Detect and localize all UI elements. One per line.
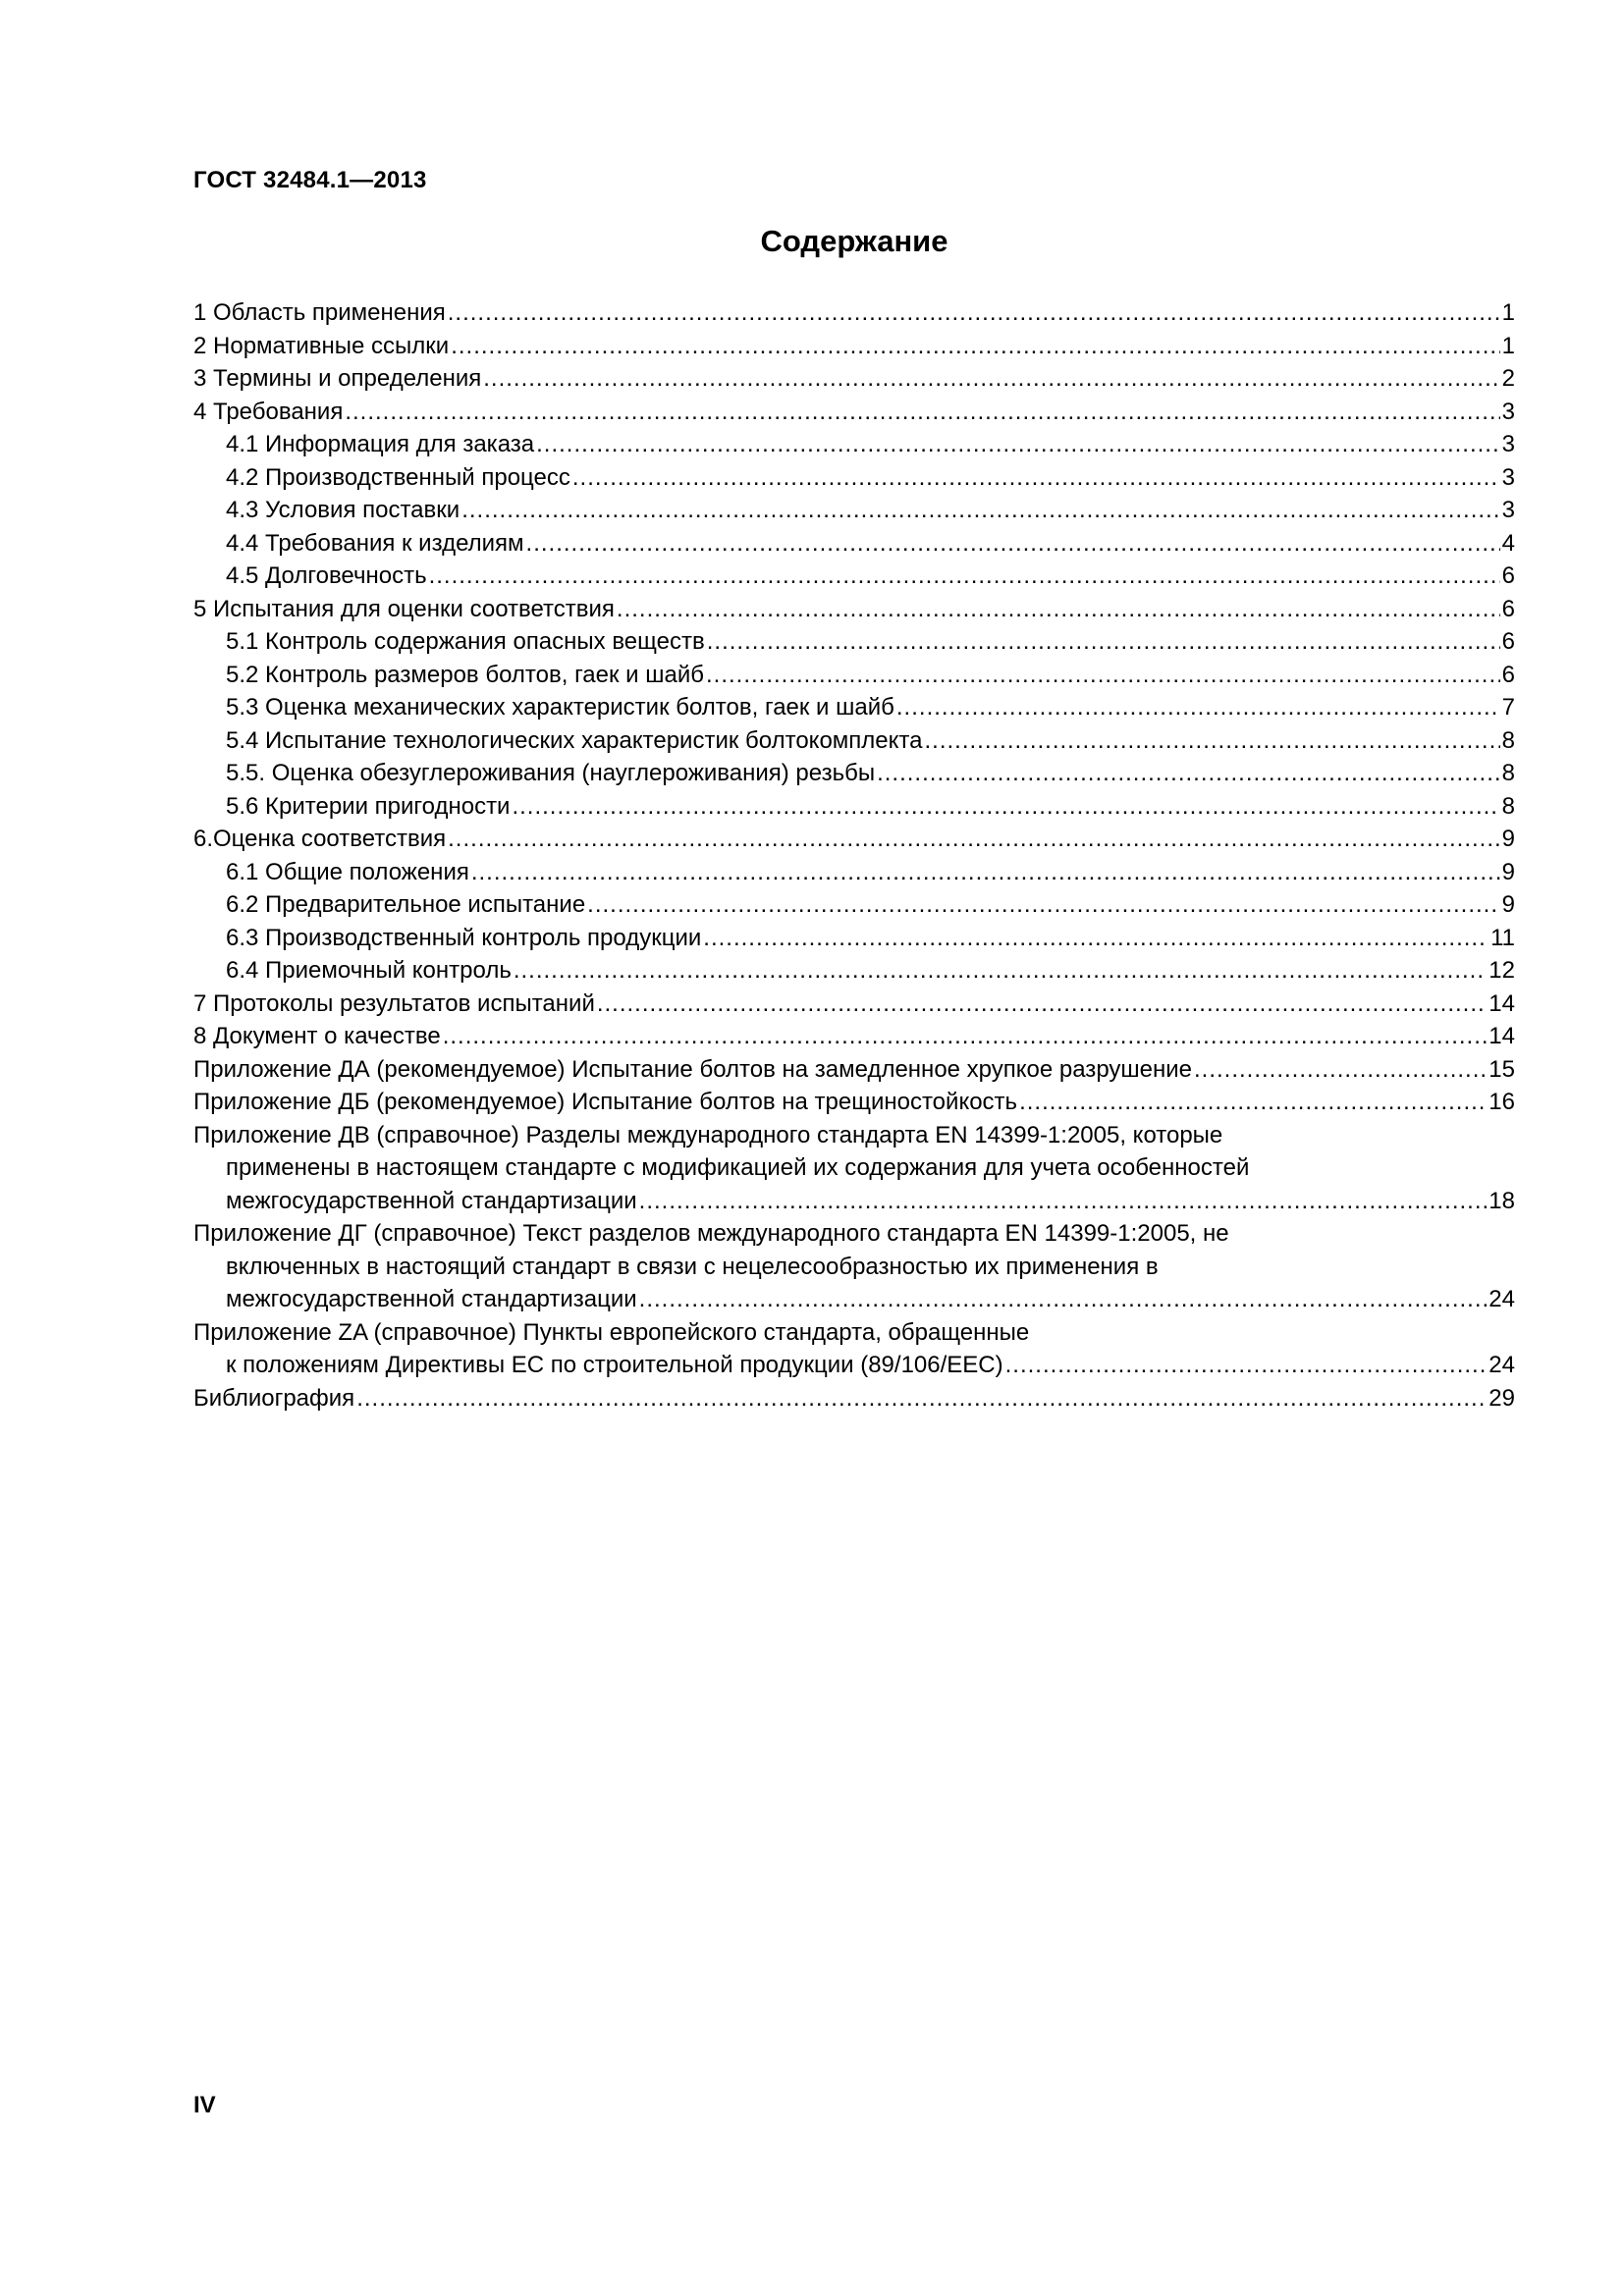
toc-entry-page: 6 bbox=[1501, 661, 1515, 688]
toc-dot-leader bbox=[597, 988, 1487, 1021]
toc-dot-leader bbox=[536, 428, 1500, 461]
toc-entry-page: 8 bbox=[1501, 726, 1515, 754]
toc-entry-title: 6.3 Производственный контроль продукции bbox=[226, 924, 702, 951]
toc-entry-title: к положениям Директивы ЕС по строительной продукции (89/106/EEC) bbox=[226, 1352, 1003, 1378]
toc-entry[interactable] bbox=[193, 428, 1515, 461]
toc-entry-page: 14 bbox=[1489, 1023, 1515, 1049]
toc-entry-page: 8 bbox=[1501, 792, 1515, 820]
toc-entry-title: межгосударственной стандартизации bbox=[226, 1286, 637, 1312]
toc-entry-title: 3 Термины и определения bbox=[193, 365, 482, 392]
toc-entry-page: 3 bbox=[1501, 398, 1515, 425]
toc-entry-title: включенных в настоящий стандарт в связи с нецелесообразностью их применения в bbox=[226, 1253, 1159, 1280]
toc-dot-leader bbox=[356, 1382, 1487, 1415]
toc-entry-page: 1 bbox=[1501, 299, 1515, 326]
toc-dot-leader bbox=[924, 724, 1499, 758]
toc-entry-title: 4.1 Информация для заказа bbox=[226, 431, 535, 457]
toc-entry-title: Библиография bbox=[193, 1384, 355, 1412]
toc-entry[interactable] bbox=[193, 1382, 1515, 1415]
toc-entry-page: 18 bbox=[1489, 1187, 1515, 1214]
toc-entry[interactable] bbox=[193, 1316, 1515, 1350]
toc-entry-page: 24 bbox=[1489, 1286, 1515, 1312]
toc-dot-leader bbox=[443, 1020, 1488, 1053]
toc-entry-page: 7 bbox=[1501, 694, 1515, 721]
toc-entry-page: 3 bbox=[1501, 497, 1515, 523]
toc-entry-title: 1 Область применения bbox=[193, 299, 446, 326]
toc-dot-leader bbox=[483, 362, 1499, 396]
toc-entry[interactable] bbox=[193, 790, 1515, 824]
page-number: IV bbox=[193, 2092, 216, 2118]
toc-dot-leader bbox=[451, 330, 1499, 363]
toc-entry[interactable] bbox=[193, 330, 1515, 363]
toc-entry-page: 16 bbox=[1489, 1089, 1515, 1115]
toc-entry[interactable] bbox=[193, 461, 1515, 495]
toc-entry[interactable] bbox=[193, 1020, 1515, 1053]
toc-entry[interactable] bbox=[193, 922, 1515, 955]
toc-entry[interactable] bbox=[193, 593, 1515, 626]
toc-entry-title: Приложение ДВ (справочное) Разделы международного стандарта EN 14399-1:2005, которые bbox=[193, 1121, 1223, 1148]
toc-entry-title: 4.3 Условия поставки bbox=[226, 497, 460, 523]
toc-entry[interactable] bbox=[193, 823, 1515, 856]
toc-entry-title: Приложение ДГ (справочное) Текст разделов международного стандарта EN 14399-1:2005, не bbox=[193, 1220, 1229, 1247]
toc-entry-title: 6.1 Общие положения bbox=[226, 858, 469, 885]
toc-entry-page: 24 bbox=[1489, 1352, 1515, 1378]
toc-entry-title: применены в настоящем стандарте с модификацией их содержания для учета особенностей bbox=[226, 1154, 1250, 1181]
toc-entry-title: 5.4 Испытание технологических характеристик болтокомплекта bbox=[226, 726, 923, 754]
toc-entry[interactable] bbox=[193, 954, 1515, 988]
toc-dot-leader bbox=[639, 1185, 1488, 1218]
toc-entry[interactable] bbox=[193, 527, 1515, 561]
toc-dot-leader bbox=[1005, 1349, 1488, 1382]
toc-entry-title: 7 Протоколы результатов испытаний bbox=[193, 989, 595, 1017]
toc-entry-page: 6 bbox=[1501, 595, 1515, 622]
toc-entry-page: 9 bbox=[1501, 826, 1515, 852]
toc-entry[interactable] bbox=[193, 1185, 1515, 1218]
toc-dot-leader bbox=[707, 625, 1500, 659]
page-title: Содержание bbox=[760, 224, 948, 258]
toc-entry[interactable] bbox=[193, 296, 1515, 330]
toc-entry[interactable] bbox=[193, 625, 1515, 659]
toc-entry-page: 14 bbox=[1489, 989, 1515, 1017]
toc-entry-title: 6.2 Предварительное испытание bbox=[226, 891, 586, 918]
toc-entry-title: 5.6 Критерии пригодности bbox=[226, 792, 511, 820]
toc-dot-leader bbox=[896, 691, 1500, 724]
toc-entry[interactable] bbox=[193, 1086, 1515, 1119]
table-of-contents bbox=[193, 296, 1515, 1415]
toc-entry-page: 9 bbox=[1501, 891, 1515, 918]
toc-entry-title: 4.5 Долговечность bbox=[226, 562, 427, 589]
toc-dot-leader bbox=[1194, 1053, 1487, 1087]
toc-entry-title: 5 Испытания для оценки соответствия bbox=[193, 595, 615, 622]
toc-entry-title: 5.1 Контроль содержания опасных веществ bbox=[226, 628, 705, 655]
toc-entry[interactable] bbox=[193, 1217, 1515, 1251]
toc-entry-page: 8 bbox=[1501, 760, 1515, 786]
toc-entry[interactable] bbox=[193, 888, 1515, 922]
toc-dot-leader bbox=[617, 593, 1500, 626]
toc-dot-leader bbox=[703, 922, 1489, 955]
toc-entry[interactable] bbox=[193, 724, 1515, 758]
toc-entry[interactable] bbox=[193, 396, 1515, 429]
toc-entry[interactable] bbox=[193, 856, 1515, 889]
toc-entry[interactable] bbox=[193, 1151, 1515, 1185]
document-code: ГОСТ 32484.1—2013 bbox=[193, 167, 427, 193]
toc-entry-title: 4 Требования bbox=[193, 398, 344, 425]
toc-entry[interactable] bbox=[193, 362, 1515, 396]
toc-entry-page: 9 bbox=[1501, 858, 1515, 885]
toc-entry[interactable] bbox=[193, 691, 1515, 724]
toc-entry-title: 2 Нормативные ссылки bbox=[193, 332, 450, 359]
toc-dot-leader bbox=[877, 757, 1500, 790]
toc-dot-leader bbox=[471, 856, 1500, 889]
toc-entry-page: 12 bbox=[1489, 957, 1515, 984]
toc-entry-page: 29 bbox=[1489, 1384, 1515, 1412]
toc-entry-title: 6.Оценка соответствия bbox=[193, 826, 447, 852]
toc-entry[interactable] bbox=[193, 494, 1515, 527]
toc-dot-leader bbox=[572, 461, 1500, 495]
toc-entry-title: 8 Документ о качестве bbox=[193, 1023, 441, 1049]
toc-entry[interactable] bbox=[193, 560, 1515, 593]
toc-entry[interactable] bbox=[193, 757, 1515, 790]
toc-entry-page: 11 bbox=[1490, 924, 1515, 951]
toc-entry-title: Приложение ДА (рекомендуемое) Испытание болтов на замедленное хрупкое разрушение bbox=[193, 1055, 1192, 1083]
toc-dot-leader bbox=[448, 296, 1500, 330]
toc-entry-page: 2 bbox=[1501, 365, 1515, 392]
toc-entry[interactable] bbox=[193, 1349, 1515, 1382]
toc-entry-page: 6 bbox=[1501, 628, 1515, 655]
toc-entry-page: 3 bbox=[1501, 463, 1515, 491]
toc-dot-leader bbox=[706, 659, 1500, 692]
toc-dot-leader bbox=[514, 954, 1487, 988]
toc-entry-page: 3 bbox=[1501, 431, 1515, 457]
toc-entry[interactable] bbox=[193, 659, 1515, 692]
toc-entry[interactable] bbox=[193, 1251, 1515, 1284]
toc-entry-title: Приложение ZA (справочное) Пункты европейского стандарта, обращенные bbox=[193, 1318, 1030, 1346]
toc-entry-title: межгосударственной стандартизации bbox=[226, 1187, 637, 1214]
toc-entry-title: 5.3 Оценка механических характеристик болтов, гаек и шайб bbox=[226, 694, 894, 721]
toc-dot-leader bbox=[429, 560, 1500, 593]
toc-entry-page: 1 bbox=[1501, 332, 1515, 359]
toc-dot-leader bbox=[345, 396, 1499, 429]
toc-entry-page: 4 bbox=[1501, 529, 1515, 557]
toc-entry-title: 5.2 Контроль размеров болтов, гаек и шайб bbox=[226, 661, 704, 688]
toc-entry-title: 6.4 Приемочный контроль bbox=[226, 957, 512, 984]
toc-dot-leader bbox=[461, 494, 1499, 527]
toc-dot-leader bbox=[639, 1283, 1488, 1316]
toc-entry[interactable] bbox=[193, 1119, 1515, 1152]
toc-entry[interactable] bbox=[193, 1053, 1515, 1087]
toc-dot-leader bbox=[1019, 1086, 1487, 1119]
toc-entry-page: 15 bbox=[1489, 1055, 1515, 1083]
toc-entry-title: 4.2 Производственный процесс bbox=[226, 463, 570, 491]
toc-dot-leader bbox=[587, 888, 1499, 922]
toc-dot-leader bbox=[512, 790, 1499, 824]
toc-entry[interactable] bbox=[193, 1283, 1515, 1316]
toc-entry-title: 4.4 Требования к изделиям bbox=[226, 529, 524, 557]
toc-entry[interactable] bbox=[193, 988, 1515, 1021]
toc-entry-title: 5.5. Оценка обезуглероживания (науглероживания) резьбы bbox=[226, 760, 876, 786]
toc-entry-page: 6 bbox=[1501, 562, 1515, 589]
toc-dot-leader bbox=[526, 527, 1500, 561]
toc-dot-leader bbox=[448, 823, 1500, 856]
toc-entry-title: Приложение ДБ (рекомендуемое) Испытание болтов на трещиностойкость bbox=[193, 1089, 1018, 1115]
